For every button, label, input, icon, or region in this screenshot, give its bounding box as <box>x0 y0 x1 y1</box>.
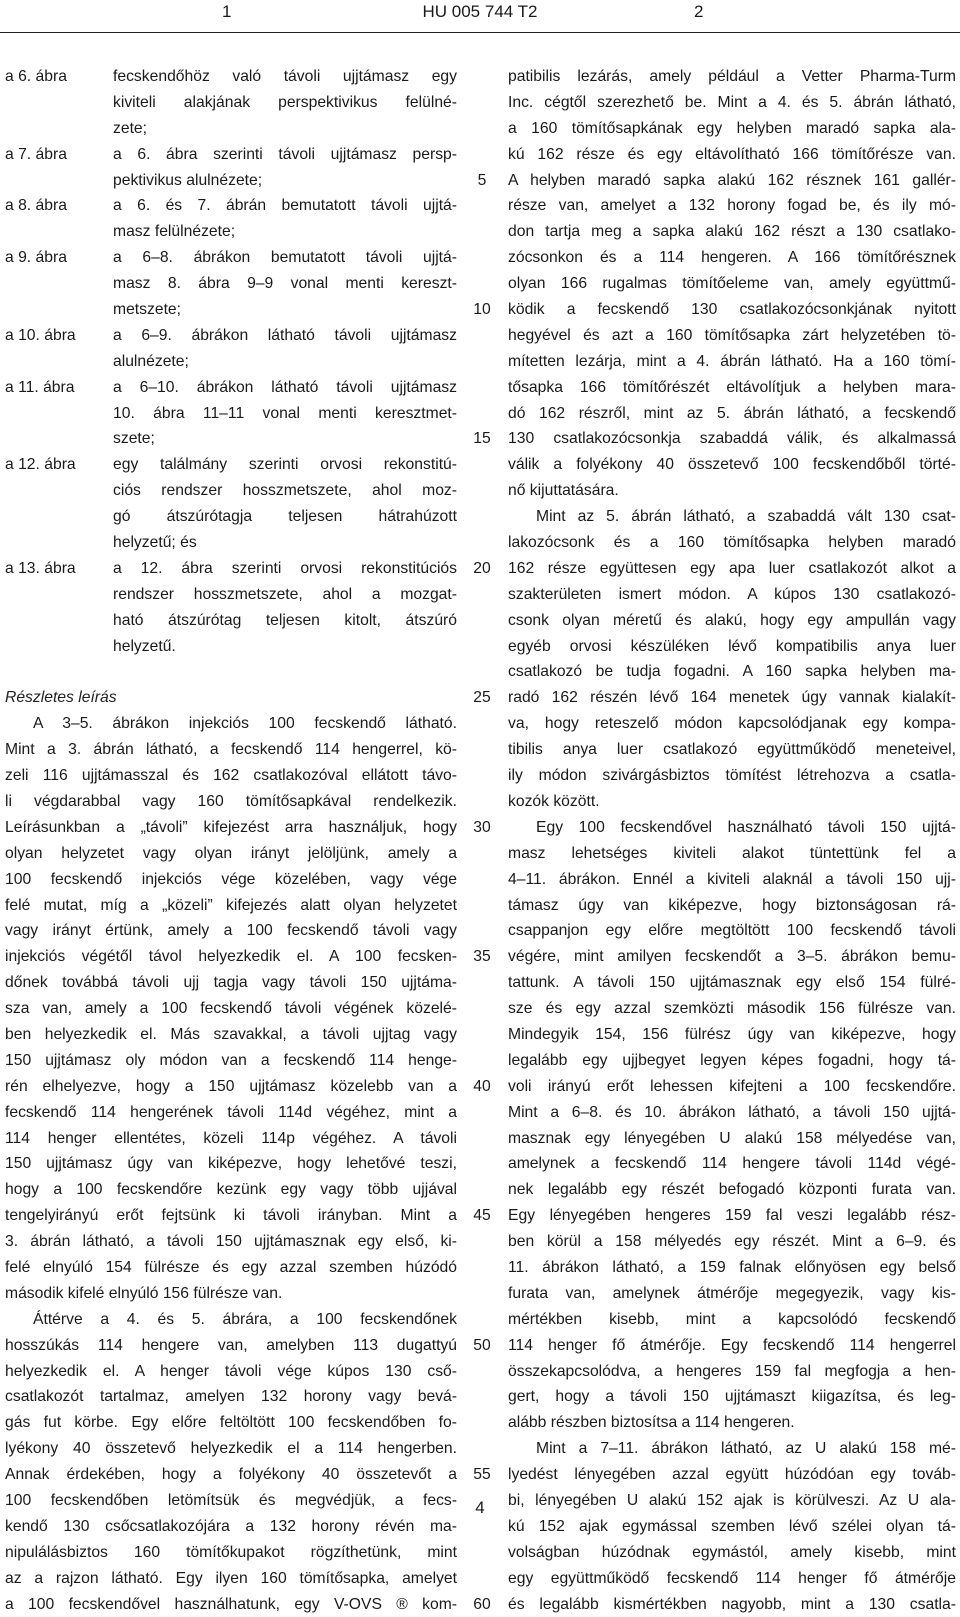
body-line: patibilis lezárás, amely például a Vetter Pharma-Turm <box>508 68 956 85</box>
line-number-blank <box>462 452 502 478</box>
body-line: része van, amelyet a 132 horony fogad be, és ily mó- <box>508 197 956 215</box>
figure-label <box>5 530 113 556</box>
body-line: amelynek a fecskendő 114 hengere távoli 114d végé- <box>508 1155 956 1173</box>
body-line: felé elnyúló 154 fülrésze és egy azzal szemben húzódó <box>5 1258 457 1276</box>
figure-description: alulnézete; <box>113 352 189 370</box>
figure-list-line <box>5 193 457 219</box>
body-line: bi, lényegében U alakú 152 ajak is körülveszi. Az U ala- <box>508 1491 956 1509</box>
body-line: dó 162 részről, mint az 5. ábrán látható, a fecskendő <box>508 404 956 422</box>
line-number-blank <box>462 530 502 556</box>
line-number: 55 <box>473 1466 491 1484</box>
body-line: lyedést lényegében azzal együtt húzódóan egy továb- <box>508 1466 956 1484</box>
figure-description: masz 8. ábra 9–9 vonal menti kereszt- <box>113 275 457 293</box>
body-line: A helyben maradó sapka alakú 162 résznek 161 gallér- <box>508 171 956 189</box>
figure-label: a 10. ábra <box>5 326 76 344</box>
body-line: masznak egy lényegében U alakú 158 mélyedése van, <box>508 1129 956 1147</box>
line-number-blank <box>462 996 502 1022</box>
body-line: kú 152 ajak egymással szemben lévő szélei olyan tá- <box>508 1517 956 1535</box>
figure-list-line <box>5 297 457 323</box>
figure-description: fecskendőhöz való távoli ujjtámasz egy <box>113 68 457 85</box>
figure-label: a 13. ábra <box>5 559 76 577</box>
section-heading: Részletes leírás <box>5 689 117 707</box>
figure-label <box>5 426 113 452</box>
body-line: második kifelé elnyúló 156 fülrésze van. <box>5 1284 283 1302</box>
body-line: Egy 100 fecskendővel használható távoli 150 ujjtá- <box>536 818 956 836</box>
figure-description: 10. ábra 11–11 vonal menti keresztmet- <box>113 404 457 422</box>
body-line: alább részben biztosítsa a 114 hengeren. <box>508 1414 795 1432</box>
line-numbers <box>462 64 502 1617</box>
line-number-blank <box>462 737 502 763</box>
figure-description: pektivikus alulnézete; <box>113 171 263 189</box>
body-line: válik a folyékony 40 összetevő 100 fecskendőből törté- <box>508 456 956 474</box>
body-line: don tartja meg a sapka alakú 162 részt a 130 csatlako- <box>508 223 956 241</box>
line-number-blank <box>462 1384 502 1410</box>
figure-label <box>5 504 113 530</box>
line-number-blank <box>462 1048 502 1074</box>
line-number-blank <box>462 1566 502 1592</box>
line-number-blank <box>462 1151 502 1177</box>
body-line: legalább egy ujjbegyet legyen képes fogadni, hogy tá- <box>508 1051 956 1069</box>
figure-description: rendszer hosszmetszete, ahol a mozgat- <box>113 585 457 603</box>
right-column <box>508 64 956 1617</box>
line-number-blank <box>462 841 502 867</box>
line-number: 15 <box>473 430 491 448</box>
body-line: tősapka 166 tömítőrészét eltávolítjuk a helyben mara- <box>508 378 956 396</box>
body-line: li végdarabbal vagy 160 tömítősapkával rendelkezik. <box>5 792 457 810</box>
body-line: összekapcsolódva, a hengeres 159 fal megfogja a hen- <box>508 1362 956 1380</box>
figure-list-line <box>5 64 457 90</box>
body-line: csatlakozó be tudja fogadni. A 160 sapka helyben ma- <box>508 663 956 681</box>
body-line: va, hogy reteszelő módon kapcsolódjanak egy kompa- <box>508 715 956 733</box>
figure-description: masz felülnézete; <box>113 223 236 241</box>
line-number-blank <box>462 1359 502 1385</box>
line-number-blank <box>462 504 502 530</box>
body-line: Leírásunkban a „távoli” kifejezést arra használjuk, hogy <box>5 818 457 836</box>
body-line: olyan 166 rugalmas tömítőeleme van, amely együttmű- <box>508 275 956 293</box>
body-line: rén elhelyezve, hogy a 150 ujjtámasz közelebb van a <box>5 1077 457 1095</box>
line-number-blank <box>462 918 502 944</box>
line-number-blank <box>462 1100 502 1126</box>
line-number-blank <box>462 1307 502 1333</box>
body-line: Áttérve a 4. és 5. ábrára, a 100 fecskendőnek <box>33 1310 457 1328</box>
figure-list-line <box>5 504 457 530</box>
line-number: 30 <box>473 818 491 836</box>
body-line: fecskendő 114 hengerének távoli 114d végéhez, mint a <box>5 1103 457 1121</box>
figure-list-line <box>5 478 457 504</box>
line-number-blank <box>462 582 502 608</box>
body-line: hosszúkás 114 hengere van, amelyben 113 dugattyú <box>5 1336 457 1354</box>
figure-description: a 6–9. ábrákon látható távoli ujjtámasz <box>113 326 457 344</box>
line-number-blank <box>462 1255 502 1281</box>
line-number: 45 <box>473 1207 491 1225</box>
body-line: egy együttműködő fecskendő 114 henger fő átmérője <box>508 1569 956 1587</box>
line-number-blank <box>462 219 502 245</box>
line-number-blank <box>462 401 502 427</box>
figure-list-line <box>5 582 457 608</box>
figure-description: helyzetű. <box>113 637 176 655</box>
figure-list-line <box>5 556 457 582</box>
figure-description: ható átszúrótag teljesen kitolt, átszúró <box>113 611 457 629</box>
figure-list-line <box>5 90 457 116</box>
left-column <box>5 64 457 1617</box>
figure-label: a 7. ábra <box>5 145 67 163</box>
figure-description: zete; <box>113 119 148 137</box>
body-line: egyéb orvosi készüléken lévő kompatibilis anya luer <box>508 637 956 655</box>
body-line: lyékony 40 összetevő helyezkedik el a 114 hengerben. <box>5 1440 457 1458</box>
body-line: volságban húzódnak egymástól, amely kisebb, mint <box>508 1543 956 1561</box>
line-number-blank <box>462 1540 502 1566</box>
body-line: 3. ábrán látható, a távoli 150 ujjtámasznak egy első, ki- <box>5 1233 457 1251</box>
line-number-blank <box>462 142 502 168</box>
line-number-blank <box>462 659 502 685</box>
line-number-blank <box>462 608 502 634</box>
figure-label <box>5 271 113 297</box>
body-line: zeli 116 ujjtámasszal és 162 csatlakozóval ellátott távo- <box>5 767 457 785</box>
line-number: 5 <box>477 171 487 189</box>
figure-label <box>5 582 113 608</box>
body-line: tattunk. A távoli 150 ujjtámasznak egy első 154 fülré- <box>508 974 956 992</box>
figure-list-line <box>5 608 457 634</box>
body-line: furata van, amelynek átmérője megegyezik, vagy kis- <box>508 1284 956 1302</box>
body-line: Mint a 7–11. ábrákon látható, az U alakú 158 mé- <box>536 1440 956 1458</box>
body-line: dőnek továbbá távoli ujj tagja vagy távoli 150 ujjtáma- <box>5 974 457 992</box>
line-number: 20 <box>473 559 491 577</box>
body-line: 150 ujjtámasz úgy van kiképezve, hogy lehetővé teszi, <box>5 1155 457 1173</box>
body-line: A 3–5. ábrákon injekciós 100 fecskendő látható. <box>33 715 457 733</box>
figure-list-line <box>5 116 457 142</box>
body-line: Egy lényegében hengeres 159 fal veszi legalább rész- <box>508 1207 956 1225</box>
figure-description: a 6. és 7. ábrán bemutatott távoli ujjtá- <box>113 197 457 215</box>
figure-description: ciós rendszer hosszmetszete, ahol moz- <box>113 482 457 500</box>
body-line: kozók között. <box>508 792 600 810</box>
body-line: hegyével és azt a 160 tömítősapka zárt helyzetében tö- <box>508 326 956 344</box>
figure-description: a 6–10. ábrákon látható távoli ujjtámasz <box>113 378 457 396</box>
body-line: szakterületen ismert módon. A kúpos 130 csatlakozó- <box>508 585 956 603</box>
body-line: felé mutat, míg a „közeli” kifejezés alatt olyan helyzetet <box>5 896 457 914</box>
body-line: hogy a 100 fecskendőre kezünk egy vagy több ujjával <box>5 1181 457 1199</box>
body-line: ben körül a 158 mélyedés egy részét. Mint a 6–9. és <box>508 1233 956 1251</box>
body-line: Mint az 5. ábrán látható, a szabaddá vált 130 csat- <box>536 508 956 526</box>
line-number: 35 <box>473 948 491 966</box>
body-line: masz lehetséges kiviteli alakot tüntettünk fel a <box>508 844 956 862</box>
figure-label <box>5 401 113 427</box>
body-line: voli irányú erőt lehessen kifejteni a 100 fecskendőre. <box>508 1077 956 1095</box>
body-line: 162 része együttesen egy apa luer csatlakozót alkot a <box>508 559 956 577</box>
line-number-blank <box>462 116 502 142</box>
body-line: ily módon szivárgásbiztos tömítést létrehozva a csatla- <box>508 767 956 785</box>
line-number-blank <box>462 1281 502 1307</box>
body-line: mítetten lezárja, mint a 4. ábrán látható. Ha a 160 tömí- <box>508 352 956 370</box>
figure-list-line <box>5 452 457 478</box>
body-line: kú 162 része és egy eltávolítható 166 tömítőrésze van. <box>508 145 956 163</box>
page-header <box>0 0 960 40</box>
figure-list-line <box>5 168 457 194</box>
figure-list-line <box>5 219 457 245</box>
body-line: olyan helyzetet vagy olyan irányt jelöljünk, amely a <box>5 844 457 862</box>
line-number: 60 <box>473 1595 491 1613</box>
body-line: 100 fecskendő injekciós vége közelében, vagy vége <box>5 870 457 888</box>
body-line: csonk olyan méretű és alakú, hogy egy ampullán vagy <box>508 611 956 629</box>
body-line: sze és egy azzal szemközti második 156 fülrésze van. <box>508 1000 956 1018</box>
page-footer-number: 4 <box>475 1498 485 1517</box>
figure-description: egy találmány szerinti orvosi rekonstitú- <box>113 456 457 474</box>
figure-label <box>5 168 113 194</box>
figure-list-line <box>5 530 457 556</box>
figure-list-line <box>5 323 457 349</box>
figure-label <box>5 478 113 504</box>
figure-description: kiviteli alakjának perspektivikus felülné- <box>113 93 457 111</box>
body-line: gert, hogy a távoli 150 ujjtámaszt kiigazítsa, és leg- <box>508 1388 956 1406</box>
body-line: a 100 fecskendővel használhatunk, egy V-OVS ® kom- <box>5 1595 457 1613</box>
body-line: Mint a 3. ábrán látható, a fecskendő 114 hengerrel, kö- <box>5 741 457 759</box>
body-line: tengelyirányú erőt fejtsünk ki távoli irányban. Mint a <box>5 1207 457 1225</box>
line-number-blank <box>462 90 502 116</box>
spacer <box>5 659 457 685</box>
body-line: csatlakozót tartalmaz, amelyen 132 horony vagy bevá- <box>5 1388 457 1406</box>
line-number-blank <box>462 970 502 996</box>
line-number-blank <box>462 271 502 297</box>
body-line: 150 ujjtámasz oly módon van a fecskendő 114 henge- <box>5 1051 457 1069</box>
line-number-blank <box>462 478 502 504</box>
body-line: nipulálásbiztos 160 tömítőkupakot rögzíthetünk, mint <box>5 1543 457 1561</box>
figure-list-line <box>5 426 457 452</box>
body-line: végére, mint amilyen fecskendőt a 3–5. ábrákon bemu- <box>508 948 956 966</box>
figure-label <box>5 219 113 245</box>
body-line: mértékben kisebb, mint a kapcsolódó fecskendő <box>508 1310 956 1328</box>
figure-list-line <box>5 375 457 401</box>
right-page-number: 2 <box>694 2 704 21</box>
body-line: sza van, amely a 100 fecskendő távoli végének közelé- <box>5 1000 457 1018</box>
line-number-blank <box>462 867 502 893</box>
figure-list-line <box>5 349 457 375</box>
figure-description: metszete; <box>113 301 182 319</box>
body-line: kendő 130 csőcsatlakozójára a 132 horony révén ma- <box>5 1517 457 1535</box>
body-line: 100 fecskendőben letömítsük és megvédjük, a fecs- <box>5 1491 457 1509</box>
body-line: 130 csatlakozócsonkja szabaddá válik, és alkalmassá <box>508 430 956 448</box>
line-number: 25 <box>473 689 491 707</box>
line-number-blank <box>462 64 502 90</box>
line-number-blank <box>462 349 502 375</box>
body-line: 114 henger ellentétes, közeli 114p végéhez. A távoli <box>5 1129 457 1147</box>
body-line: nek legalább egy részét befogadó központi furata van. <box>508 1181 956 1199</box>
figure-list-line <box>5 401 457 427</box>
body-line: tibilis anya luer csatlakozó együttműködő meneteivel, <box>508 741 956 759</box>
body-line: és legalább kismértékben nagyobb, mint a 130 csatla- <box>508 1595 956 1613</box>
figure-label: a 6. ábra <box>5 68 67 85</box>
body-line: a 160 tömítősapkának egy helyben maradó sapka ala- <box>508 119 956 137</box>
body-line: Mindegyik 154, 156 fülrész úgy van kiképezve, hogy <box>508 1025 956 1043</box>
line-number-blank <box>462 245 502 271</box>
line-number-blank <box>462 1022 502 1048</box>
figure-label <box>5 608 113 634</box>
figure-description: a 12. ábra szerinti orvosi rekonstitúciós <box>113 559 457 577</box>
body-line: 114 henger fő átmérője. Egy fecskendő 114 hengerrel <box>508 1336 956 1354</box>
figure-label <box>5 349 113 375</box>
line-number-blank <box>462 1436 502 1462</box>
line-number-blank <box>462 1177 502 1203</box>
body-line: 4–11. ábrákon. Ennél a kiviteli alaknál a távoli 150 ujj- <box>508 870 956 888</box>
body-line: zócsonkon és a 114 hengeren. A 166 tömítőrésznek <box>508 249 956 267</box>
figure-label: a 11. ábra <box>5 378 75 396</box>
document-id: HU 005 744 T2 <box>422 2 538 21</box>
figure-label: a 12. ábra <box>5 456 76 474</box>
line-number-blank <box>462 375 502 401</box>
body-line: az a rajzon látható. Egy ilyen 160 tömítősapka, amelyet <box>5 1569 457 1587</box>
figure-list-line <box>5 142 457 168</box>
left-page-number: 1 <box>222 2 232 21</box>
line-number-blank <box>462 1229 502 1255</box>
body-line: Inc. cégtől szerezhető be. Mint a 4. és 5. ábrán látható, <box>508 93 956 111</box>
figure-list-line <box>5 271 457 297</box>
line-number-blank <box>462 789 502 815</box>
body-line: Mint a 6–8. és 10. ábrákon látható, a távoli 150 ujjtá- <box>508 1103 956 1121</box>
line-number-blank <box>462 1410 502 1436</box>
line-number: 40 <box>473 1077 491 1095</box>
line-number-blank <box>462 1126 502 1152</box>
body-line: radó 162 részén lévő 164 menetek úgy vannak kialakít- <box>508 689 956 707</box>
line-number: 50 <box>473 1336 491 1354</box>
figure-list-line <box>5 634 457 660</box>
figure-list-line <box>5 245 457 271</box>
header-rule <box>0 32 960 33</box>
figure-description: a 6. ábra szerinti távoli ujjtámasz persp- <box>113 145 457 163</box>
figure-label <box>5 634 113 660</box>
figure-description: gó átszúrótagja teljesen hátrahúzott <box>113 508 457 526</box>
line-number-blank <box>462 193 502 219</box>
line-number-blank <box>462 711 502 737</box>
line-number: 10 <box>473 301 491 319</box>
figure-label: a 8. ábra <box>5 197 67 215</box>
body-line: ben helyezkedik el. Más szavakkal, a távoli ujjtag vagy <box>5 1025 457 1043</box>
line-number-blank <box>462 893 502 919</box>
body-line: csappanjon egy előre megtöltött 100 fecskendő távoli <box>508 922 956 940</box>
body-line: gás fut körbe. Egy előre feltöltött 100 fecskendőben fo- <box>5 1414 457 1432</box>
body-line: nő kijuttatására. <box>508 482 619 500</box>
body-line: helyezkedik el. A henger távoli vége kúpos 130 cső- <box>5 1362 457 1380</box>
figure-label <box>5 297 113 323</box>
figure-label: a 9. ábra <box>5 249 67 267</box>
line-number-blank <box>462 323 502 349</box>
body-line: 11. ábrákon látható, a 159 falnak előnyösen egy belső <box>508 1258 956 1276</box>
line-number-blank <box>462 763 502 789</box>
body-line: támasz úgy van kiképezve, hogy biztonságosan rá- <box>508 896 956 914</box>
body-line: vagy irányt értünk, amely a 100 fecskendő távoli vagy <box>5 922 457 940</box>
figure-label <box>5 90 113 116</box>
figure-label <box>5 116 113 142</box>
figure-description: a 6–8. ábrákon bemutatott távoli ujjtá- <box>113 249 457 267</box>
figure-description: helyzetű; és <box>113 534 197 552</box>
body-line: injekciós végétől távol helyezkedik el. A 100 fecsken- <box>5 948 457 966</box>
figure-description: szete; <box>113 430 155 448</box>
body-line: Annak érdekében, hogy a folyékony 40 összetevőt a <box>5 1466 457 1484</box>
body-line: ködik a fecskendő 130 csatlakozócsonkjának nyitott <box>508 301 956 319</box>
body-line: lakozócsonk és a 160 tömítősapka helyben maradó <box>508 534 956 552</box>
line-number-blank <box>462 634 502 660</box>
